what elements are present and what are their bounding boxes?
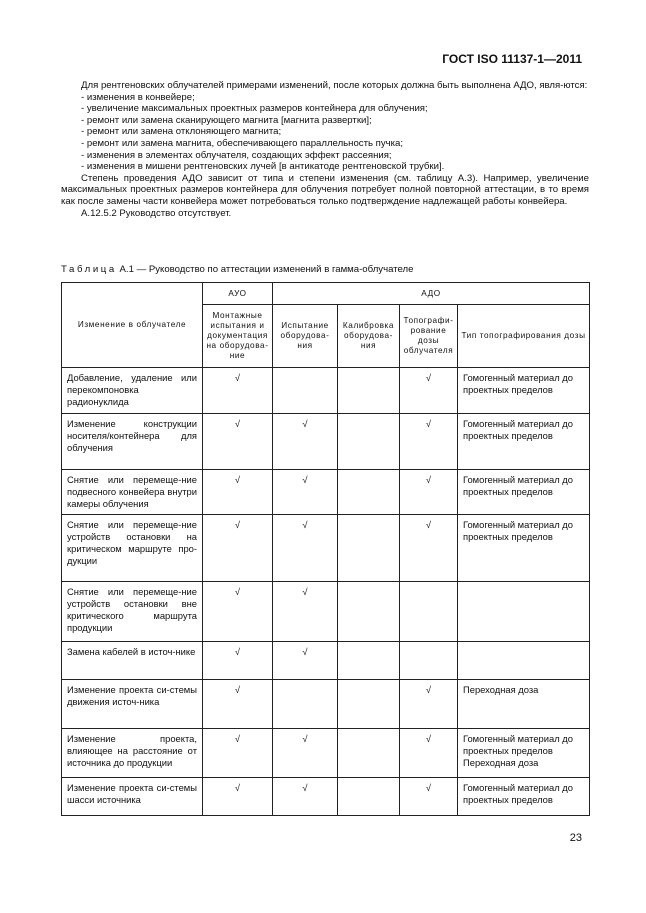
check-mark: √: [400, 729, 458, 778]
check-mark: √: [203, 642, 273, 680]
header-ayo: АУО: [203, 283, 273, 305]
dose-type-cell: [458, 515, 590, 582]
list-item: - изменения в элементах облучателя, создающих эффект рассеяния;: [81, 149, 392, 161]
guidance-absent-paragraph: А.12.5.2 Руководство отсутствует.: [81, 207, 232, 219]
header-equipment-test: Испытание оборудова-ния: [273, 305, 338, 368]
change-examples-list: [61, 92, 589, 173]
check-mark: √: [203, 515, 273, 582]
change-cell: Добавление, удаление или перекомпоновка радионуклида: [62, 368, 203, 414]
list-item: - ремонт или замена отклоняющего магнита;: [81, 126, 282, 138]
check-mark: √: [273, 414, 338, 470]
dose-type-line: Гомогенный материал до проектных пределов: [463, 733, 573, 756]
dose-type-cell: [458, 582, 590, 642]
check-mark: [338, 680, 400, 729]
table-row: [62, 729, 590, 778]
check-mark: [338, 414, 400, 470]
change-cell: Изменение проекта си-стемы движения источ-ника: [62, 680, 203, 729]
table-caption-text: А.1 — Руководство по аттестации изменений в гамма-облучателе: [119, 264, 414, 275]
check-mark: √: [273, 582, 338, 642]
dose-type-line: Гомогенный материал до проектных пределов: [463, 782, 573, 805]
dose-type-cell: [458, 680, 590, 729]
intro-lead-paragraph: Для рентгеновских облучателей примерами изменений, после которых должна быть выполнена АДО, явля-ются:: [81, 80, 588, 91]
table-row: [62, 368, 590, 414]
document-standard-header: ГОСТ ISO 11137-1—2011: [442, 52, 582, 66]
check-mark: [338, 515, 400, 582]
check-mark: [400, 582, 458, 642]
list-item: - ремонт или замена сканирующего магнита [магнита развертки];: [81, 114, 372, 126]
change-cell: Изменение конструкции носителя/контейнера для облучения: [62, 414, 203, 470]
table-row: [62, 414, 590, 470]
page-number: 23: [569, 832, 582, 844]
header-change: Изменение в облучателе: [62, 283, 203, 368]
check-mark: [338, 729, 400, 778]
check-mark: √: [400, 680, 458, 729]
change-cell: Изменение проекта си-стемы шасси источника: [62, 778, 203, 816]
header-mapping: Топографи-рование дозы облучателя: [400, 305, 458, 368]
check-mark: √: [273, 642, 338, 680]
table-row: [62, 470, 590, 515]
table-row: [62, 680, 590, 729]
check-mark: √: [203, 368, 273, 414]
check-mark: √: [400, 414, 458, 470]
extent-paragraph: Степень проведения АДО зависит от типа и степени изменения (см. таблицу А.3). Например, увеличение максимальных проектных размеров контейнера для облучения потребует полной повторной аттестации, в то время как после замены части конвейера может потребоваться только подтверждение надлежащей работы конвейера.: [61, 172, 589, 207]
check-mark: √: [400, 515, 458, 582]
change-cell: Изменение проекта, влияющее на расстояние от источника до продукции: [62, 729, 203, 778]
check-mark: [338, 642, 400, 680]
dose-type-cell: [458, 778, 590, 816]
change-cell: Снятие или перемеще-ние подвесного конвейера внутри камеры облучения: [62, 470, 203, 515]
dose-type-line: Гомогенный материал до проектных пределов: [463, 519, 573, 542]
check-mark: [273, 680, 338, 729]
check-mark: √: [273, 729, 338, 778]
dose-type-line: Переходная доза: [463, 757, 539, 768]
check-mark: √: [203, 470, 273, 515]
table-row: [62, 515, 590, 582]
dose-type-cell: [458, 642, 590, 680]
check-mark: [338, 582, 400, 642]
qualification-guidance-table: [61, 282, 590, 816]
check-mark: √: [203, 582, 273, 642]
intro-section: [61, 80, 589, 219]
change-cell: Снятие или перемеще-ние устройств остановки вне критического маршрута продукции: [62, 582, 203, 642]
check-mark: √: [203, 680, 273, 729]
header-installation: Монтажные испытания и документация на оборудова-ние: [203, 305, 273, 368]
dose-type-cell: [458, 470, 590, 515]
dose-type-line: Гомогенный материал до проектных пределов: [463, 372, 573, 395]
dose-type-line: Гомогенный материал до проектных пределов: [463, 418, 573, 441]
list-item: - изменения в конвейере;: [81, 91, 195, 103]
list-item: - ремонт или замена магнита, обеспечивающего параллельность пучка;: [81, 137, 404, 149]
check-mark: √: [400, 470, 458, 515]
check-mark: √: [203, 729, 273, 778]
dose-type-line: Гомогенный материал до проектных пределов: [463, 474, 573, 497]
check-mark: [400, 642, 458, 680]
check-mark: √: [273, 470, 338, 515]
check-mark: √: [400, 778, 458, 816]
dose-type-cell: [458, 414, 590, 470]
check-mark: [338, 778, 400, 816]
check-mark: [273, 368, 338, 414]
check-mark: [338, 368, 400, 414]
check-mark: [338, 470, 400, 515]
dose-type-cell: [458, 729, 590, 778]
check-mark: √: [273, 778, 338, 816]
change-cell: Снятие или перемеще-ние устройств остановки на критическом маршруте про-дукции: [62, 515, 203, 582]
check-mark: √: [203, 414, 273, 470]
table-row: [62, 642, 590, 680]
header-calibration: Калибровка оборудова-ния: [338, 305, 400, 368]
change-cell: Замена кабелей в источ-нике: [62, 642, 203, 680]
list-item: - увеличение максимальных проектных размеров контейнера для облучения;: [81, 103, 428, 115]
check-mark: √: [203, 778, 273, 816]
check-mark: √: [273, 515, 338, 582]
table-row: [62, 582, 590, 642]
table-caption-label: Таблица: [61, 264, 117, 275]
table-caption: [61, 264, 413, 275]
dose-type-cell: [458, 368, 590, 414]
header-ado: АДО: [273, 283, 590, 305]
table-row: [62, 778, 590, 816]
dose-type-line: Переходная доза: [463, 684, 539, 695]
header-mapping-type: Тип топографирования дозы: [458, 305, 590, 368]
check-mark: √: [400, 368, 458, 414]
list-item: - изменения в мишени рентгеновских лучей [в антикатоде рентгеновской трубки].: [81, 161, 445, 173]
